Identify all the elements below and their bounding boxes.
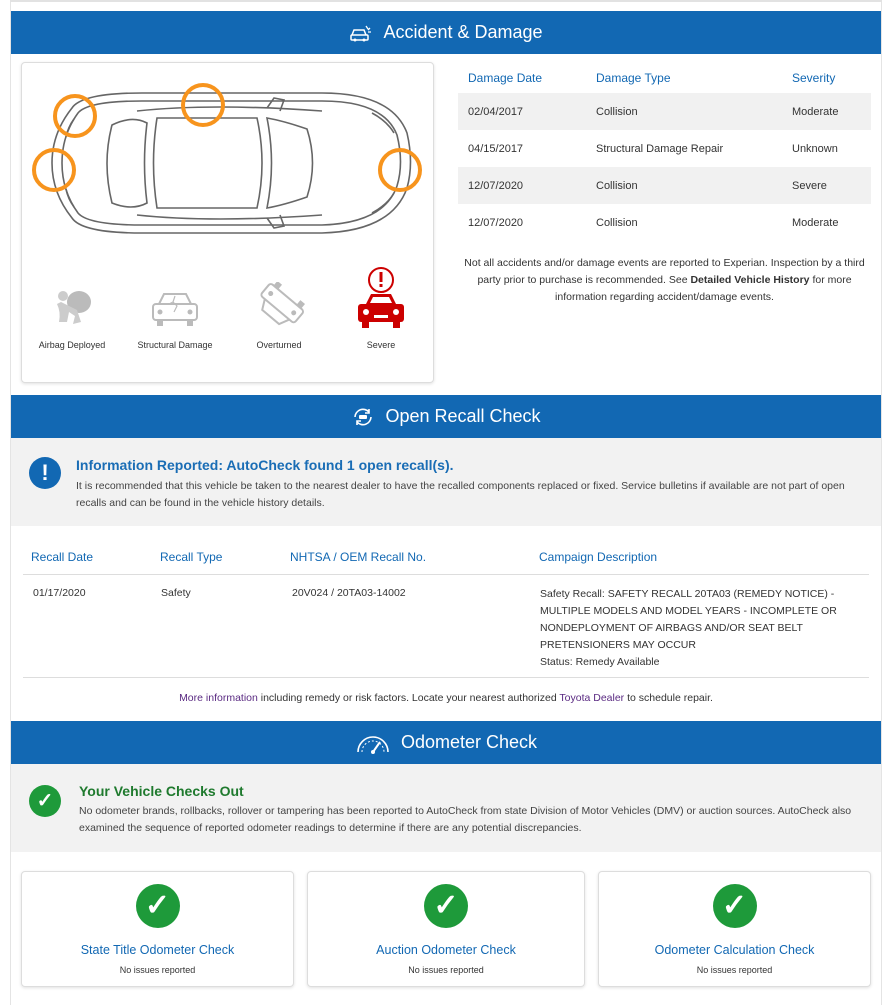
auction-odometer-status: No issues reported bbox=[408, 965, 484, 975]
recall-info-text: It is recommended that this vehicle be taken to the nearest dealer to have the recalled components replaced or fixed. Service bulletins if available are not part of open recalls and can be found in the vehicle history details. bbox=[76, 480, 845, 509]
recall-number-header: NHTSA / OEM Recall No. bbox=[290, 550, 427, 564]
checkmark-icon: ✓ bbox=[29, 785, 61, 817]
campaign-description-text: Safety Recall: SAFETY RECALL 20TA03 (REMEDY NOTICE) - MULTIPLE MODELS AND MODEL YEARS - INCOMPLETE OR NONDEPLOYMENT OF AIRBAGS AND/OR SEAT BELT PRETENSIONERS MAY OCCUR bbox=[540, 588, 837, 651]
recall-info-title: Information Reported: AutoCheck found 1 open recall(s). bbox=[76, 457, 454, 473]
checkmark-icon: ✓ bbox=[136, 884, 180, 928]
more-information-link[interactable]: More information bbox=[179, 692, 258, 704]
severe-label: Severe bbox=[366, 340, 396, 350]
state-title-odometer-title: State Title Odometer Check bbox=[80, 943, 235, 957]
campaign-status: Status: Remedy Available bbox=[540, 656, 660, 668]
table-row bbox=[458, 93, 871, 130]
damage-disclaimer bbox=[458, 255, 871, 306]
damage-date: 12/07/2020 bbox=[458, 167, 586, 204]
checkmark-icon: ✓ bbox=[713, 884, 757, 928]
info-alert-icon: ! bbox=[29, 457, 61, 489]
detailed-vehicle-history-link[interactable]: Detailed Vehicle History bbox=[690, 274, 810, 286]
severity: Severe bbox=[782, 167, 871, 204]
damage-date: 12/07/2020 bbox=[468, 216, 524, 229]
more-info-text: including remedy or risk factors. Locate your nearest authorized bbox=[257, 692, 560, 704]
severe-indicator bbox=[331, 266, 431, 350]
damage-date-header: Damage Date bbox=[468, 70, 543, 85]
accident-damage-title: Accident & Damage bbox=[383, 22, 543, 42]
campaign-description-header: Campaign Description bbox=[539, 550, 658, 564]
damage-type-header: Damage Type bbox=[596, 70, 671, 85]
more-info-end: to schedule repair. bbox=[624, 692, 713, 704]
odometer-ok-text: No odometer brands, rollbacks, rollover or tampering has been reported to AutoCheck from state Division of Motor Vehicles (DMV) or auction sources. AutoCheck also examined the sequence of reported odometer readings to determine if there are any potential discrepancies. bbox=[79, 805, 852, 834]
recall-type: Safety bbox=[161, 587, 191, 599]
table-row bbox=[458, 204, 871, 241]
overturned-icon bbox=[251, 282, 307, 332]
airbag-deployed-indicator bbox=[22, 282, 122, 350]
state-title-odometer-status: No issues reported bbox=[119, 965, 196, 975]
odometer-calculation-title: Odometer Calculation Check bbox=[654, 943, 815, 957]
recall-type-header: Recall Type bbox=[160, 550, 223, 564]
odometer-gauge-icon bbox=[355, 732, 391, 754]
recall-header-divider bbox=[23, 574, 869, 575]
recall-row-divider bbox=[23, 677, 869, 678]
damage-date: 02/04/2017 bbox=[458, 93, 586, 130]
recall-date: 01/17/2020 bbox=[33, 587, 86, 599]
top-divider bbox=[10, 0, 882, 2]
odometer-ok-title: Your Vehicle Checks Out bbox=[79, 783, 244, 799]
severity-header: Severity bbox=[792, 70, 836, 85]
recall-icon bbox=[351, 407, 375, 427]
airbag-icon bbox=[47, 282, 97, 332]
auction-odometer-card bbox=[307, 871, 585, 987]
disclaimer-text-end: for more information regarding accident/damage events. bbox=[555, 274, 852, 303]
severity: Moderate bbox=[792, 216, 839, 229]
overturned-label: Overturned bbox=[256, 340, 302, 350]
state-title-odometer-card bbox=[21, 871, 294, 987]
airbag-deployed-label: Airbag Deployed bbox=[38, 340, 106, 350]
odometer-calculation-card bbox=[598, 871, 871, 987]
damage-type: Collision bbox=[586, 93, 782, 130]
damage-diagram-card bbox=[21, 62, 434, 383]
recall-more-info bbox=[11, 692, 881, 704]
car-top-view-diagram bbox=[22, 63, 435, 263]
odometer-calculation-status: No issues reported bbox=[696, 965, 773, 975]
table-row bbox=[458, 130, 871, 167]
recall-date-header: Recall Date bbox=[31, 550, 94, 564]
structural-damage-label: Structural Damage bbox=[137, 340, 213, 350]
damage-type: Collision bbox=[586, 167, 782, 204]
table-row bbox=[458, 167, 871, 204]
odometer-check-header bbox=[11, 721, 881, 764]
campaign-description bbox=[540, 586, 860, 671]
severe-icon bbox=[351, 266, 411, 332]
disclaimer-text: Not all accidents and/or damage events are reported to Experian. Inspection by a third party prior to purchase is recommended. See bbox=[464, 257, 865, 286]
structural-damage-icon bbox=[147, 282, 203, 332]
severity: Unknown bbox=[792, 142, 838, 155]
damage-date: 04/15/2017 bbox=[468, 142, 524, 155]
damage-type: Structural Damage Repair bbox=[596, 142, 724, 155]
car-crash-icon bbox=[349, 23, 373, 43]
damage-type: Collision bbox=[596, 216, 638, 229]
overturned-indicator bbox=[229, 282, 329, 350]
toyota-dealer-link[interactable]: Toyota Dealer bbox=[559, 692, 625, 704]
recall-number: 20V024 / 20TA03-14002 bbox=[292, 587, 406, 599]
accident-damage-header bbox=[11, 11, 881, 54]
structural-damage-indicator bbox=[125, 282, 225, 350]
damage-events-table bbox=[458, 62, 871, 241]
auction-odometer-title: Auction Odometer Check bbox=[376, 943, 516, 957]
recall-check-title: Open Recall Check bbox=[385, 406, 541, 426]
severity: Moderate bbox=[782, 93, 871, 130]
checkmark-icon: ✓ bbox=[424, 884, 468, 928]
odometer-check-title: Odometer Check bbox=[400, 732, 538, 752]
recall-check-header bbox=[11, 395, 881, 438]
